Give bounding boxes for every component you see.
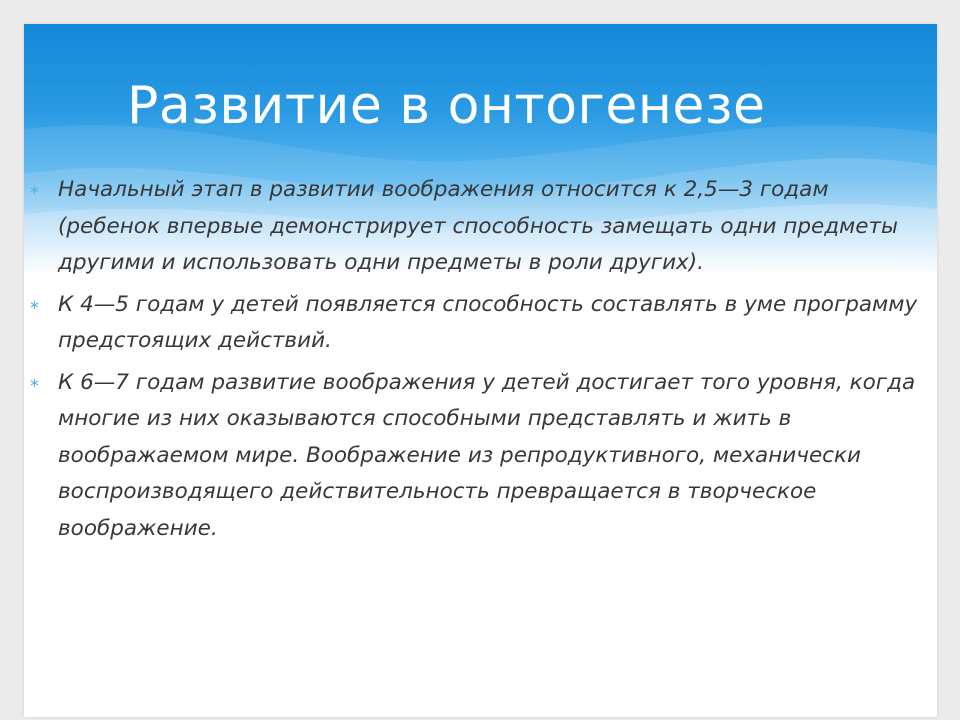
bullet-list — [24, 172, 937, 547]
bullet-item — [24, 287, 937, 360]
slide — [24, 24, 937, 717]
bullet-item — [24, 172, 937, 282]
bullet-text: К 6—7 годам развитие воображения у детей достигает того уровня, когда многие из них оказываются способными представлять и жить в воображаемом мире. Воображение из репродуктивного, механически воспроизводящего действительность превращается в творческое воображение. — [58, 369, 916, 541]
bullet-item — [24, 365, 937, 548]
slide-title: Развитие в онтогенезе — [127, 76, 766, 136]
asterisk-bullet-icon: ∗ — [29, 375, 40, 391]
asterisk-bullet-icon: ∗ — [29, 183, 40, 198]
bullet-text: Начальный этап в развитии воображения относится к 2,5—3 годам (ребенок впервые демонстрирует способность замещать одни предметы другими и использовать одни предметы в роли других). — [58, 177, 899, 275]
bullet-text: К 4—5 годам у детей появляется способность составлять в уме программу предстоящих действий. — [58, 291, 918, 353]
asterisk-bullet-icon: ∗ — [29, 297, 40, 313]
